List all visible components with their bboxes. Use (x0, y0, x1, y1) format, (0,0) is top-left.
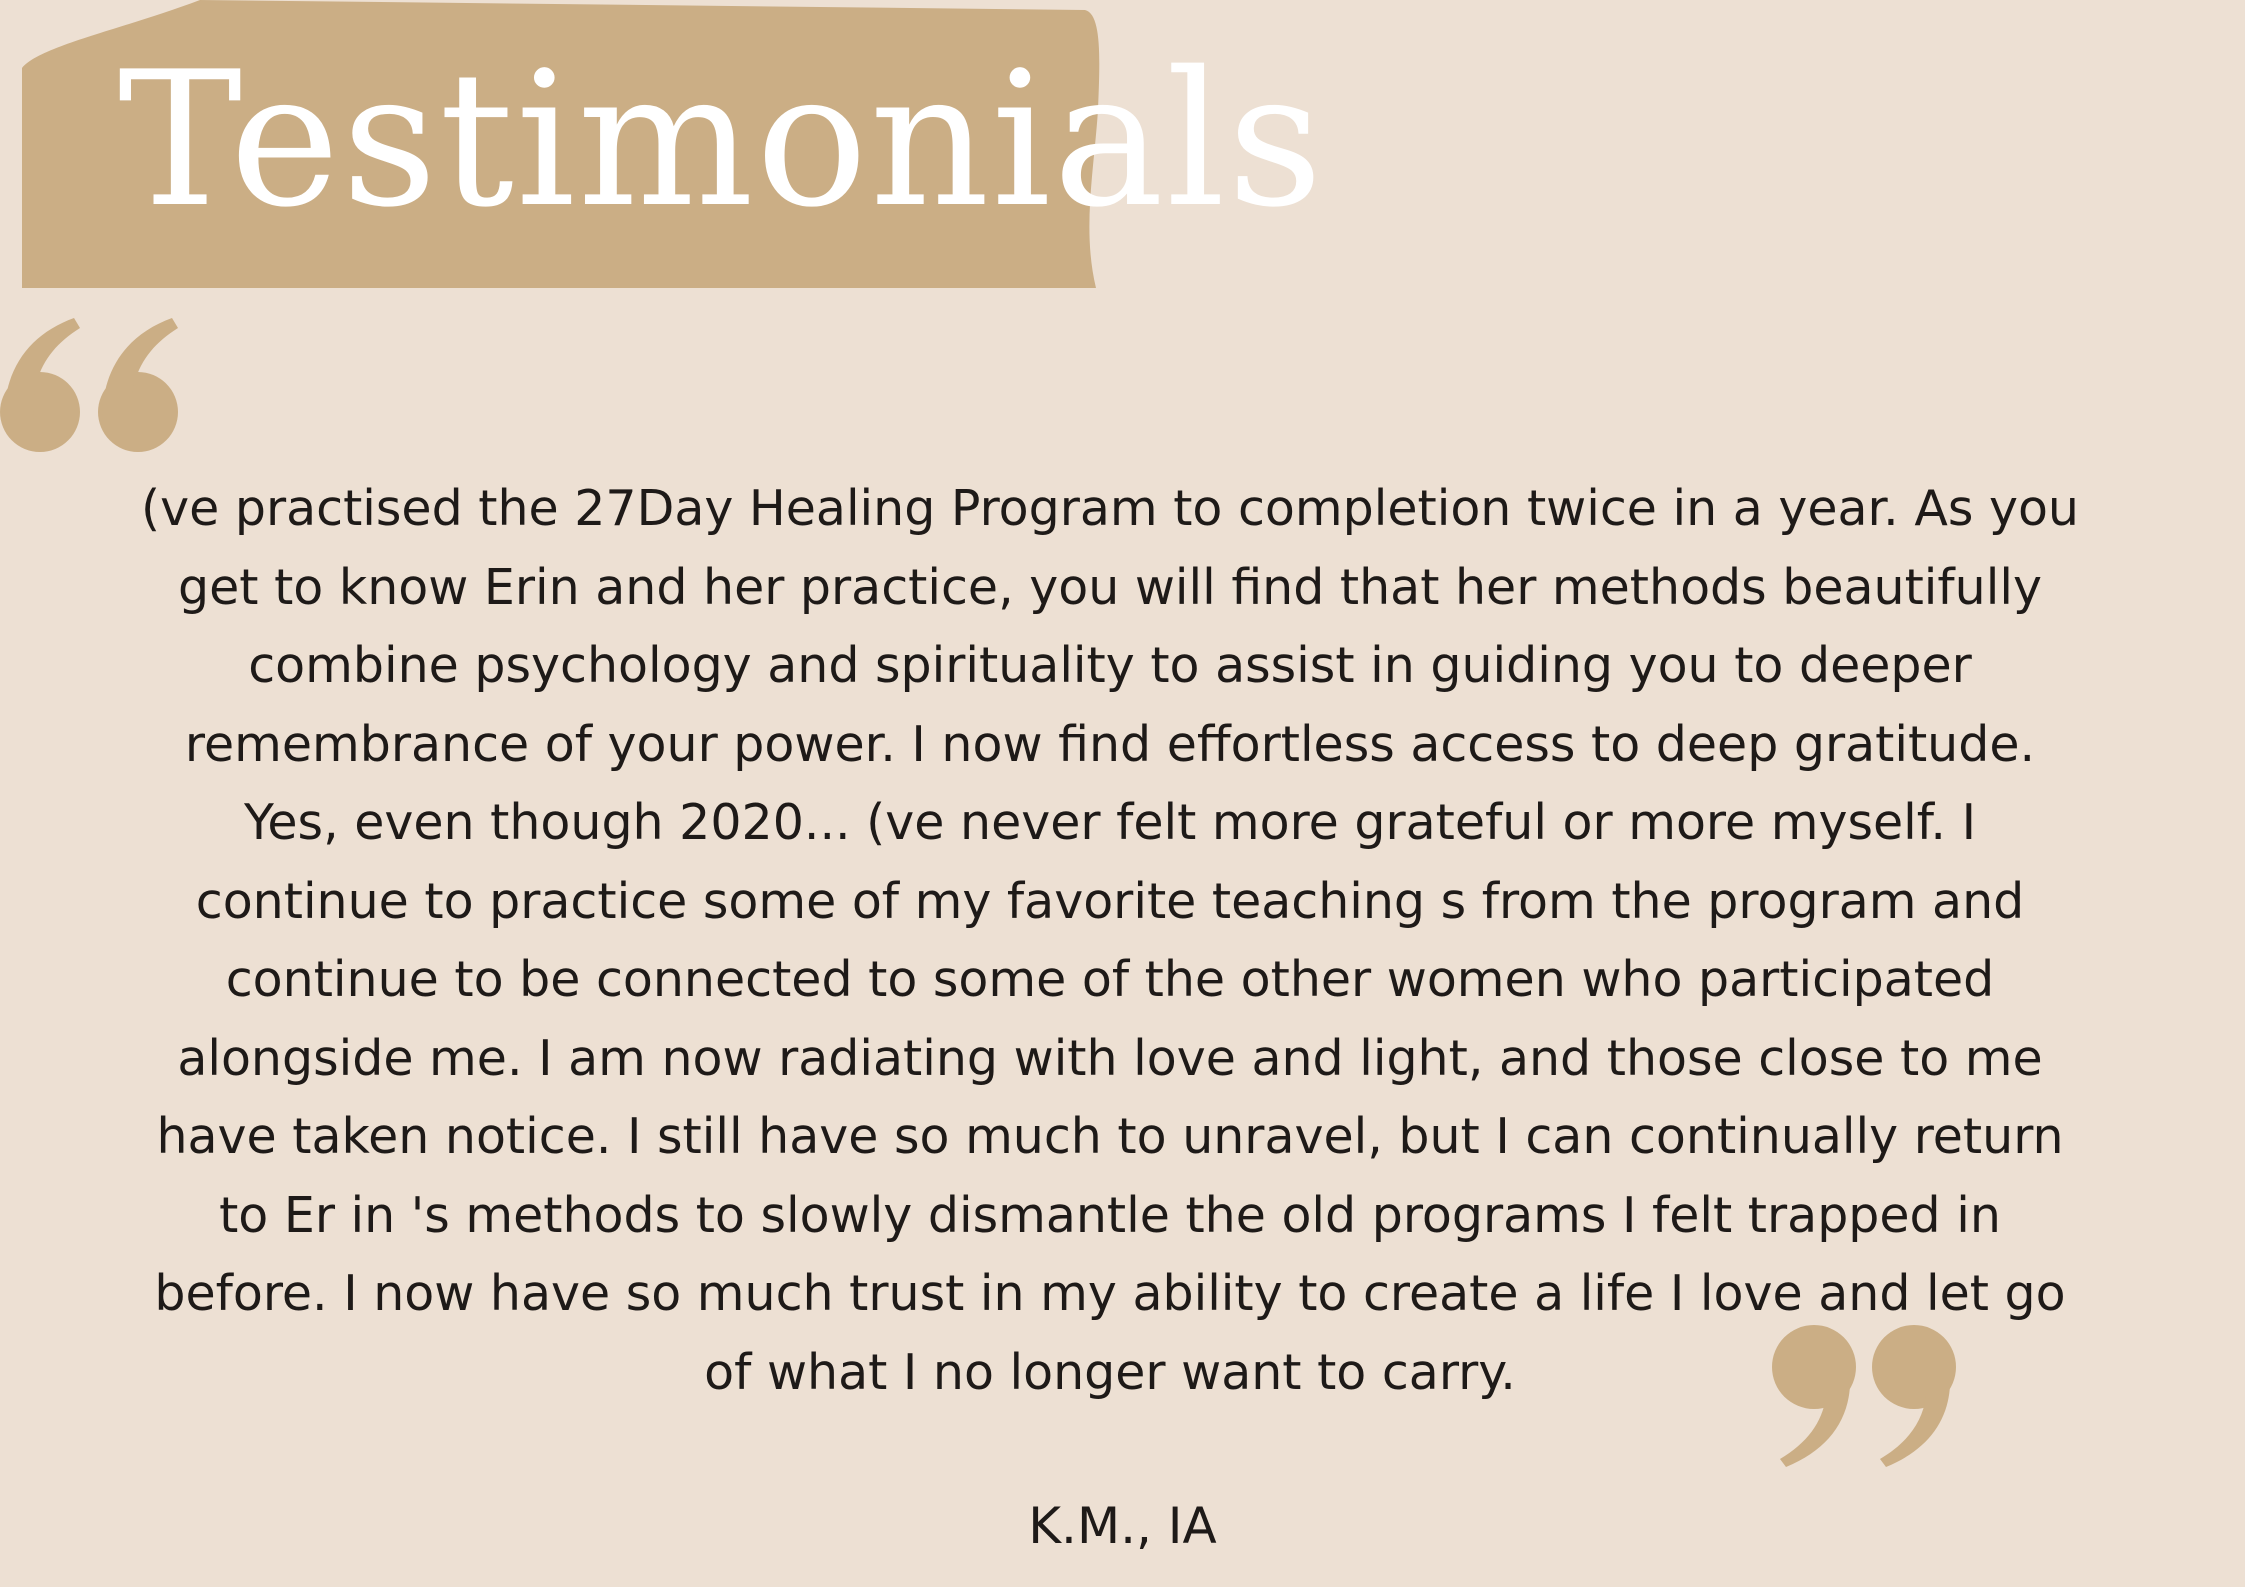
testimonial-author: K.M., IA (1028, 1497, 1217, 1555)
page-title: Testimonials (118, 31, 1325, 248)
testimonial-text: (ve practised the 27Day Healing Program to completion twice in a year. As you get to know Erin and her practice, you will find that her methods beautifully combine psychology and spirituality to assist in guiding you to deeper remembrance of your power. I now find effortless access to deep gratitude. Yes, even though 2020... (ve never felt more grateful or more myself. I continue to practice some of my favorite teaching s from the program and continue to be connected to some of the other women who participated alongside me. I am now radiating with love and light, and those close to me have taken notice. I still have so much to unravel, but I can continually return to Er in 's methods to slowly dismantle the old programs I felt trapped in before. I now have so much trust in my ability to create a life I love and let go of what I no longer want to carry. (141, 480, 2079, 1401)
opening-quote-icon (0, 318, 190, 458)
